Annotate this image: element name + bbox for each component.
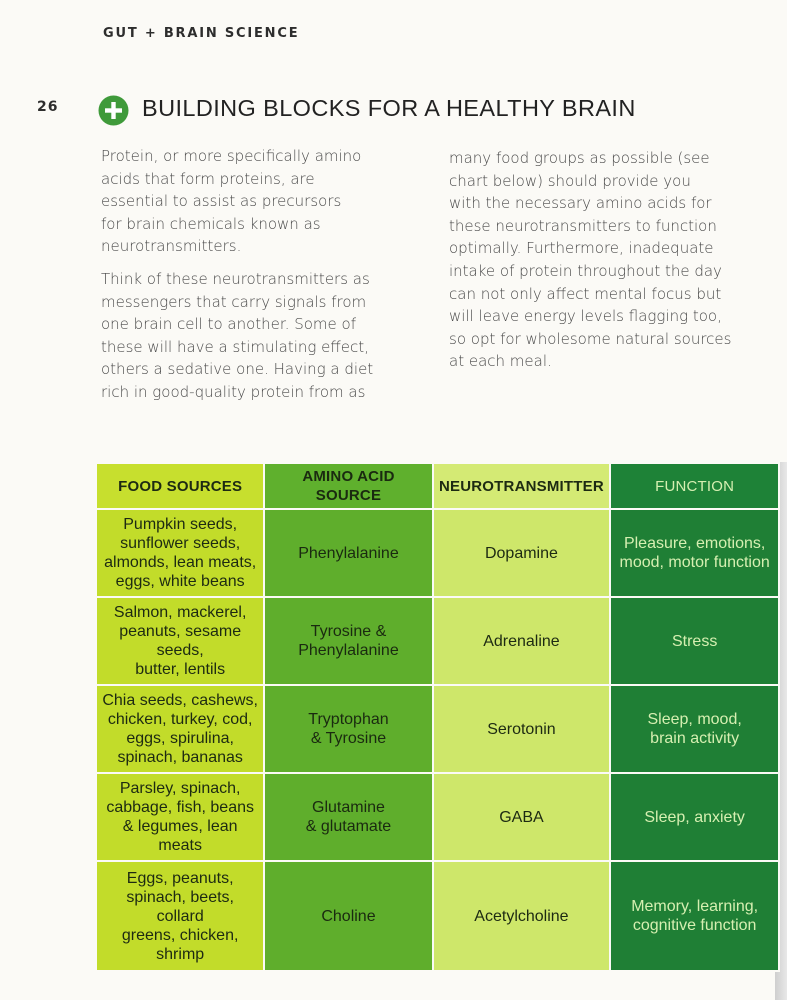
cell-function [611, 598, 778, 684]
text-line: one brain cell to another. Some of [101, 315, 356, 334]
cell-line: Phenylalanine [298, 544, 399, 562]
cell-line: Parsley, spinach, [119, 780, 241, 798]
cell-neurotransmitter [434, 862, 610, 970]
cell-line: Pleasure, emotions, [623, 535, 766, 553]
cell-line: chicken, turkey, cod, [107, 711, 253, 729]
cell-line: eggs, white beans [115, 573, 245, 591]
cell-line: Stress [671, 632, 718, 650]
cell-line: Glutamine [312, 799, 385, 817]
cell-line: Eggs, peanuts, [126, 869, 234, 887]
text-line: Think of these neurotransmitters as [101, 269, 370, 288]
text-line: rich in good-quality protein from as [101, 382, 366, 401]
table-row [97, 774, 778, 860]
cell-line: Tyrosine & [310, 623, 387, 641]
header-neurotransmitter: NEUROTRANSMITTER [434, 464, 610, 508]
cell-function [611, 686, 778, 772]
text-line: at each meal. [449, 352, 552, 371]
text-line: these neurotransmitters to function [449, 216, 717, 235]
cell-line: Serotonin [487, 720, 556, 738]
cell-amino-acid-source [265, 686, 431, 772]
paragraph-3 [449, 147, 774, 373]
cell-line: Chia seeds, cashews, [102, 692, 258, 710]
cell-line: & Tyrosine [310, 730, 387, 748]
text-line: others a sedative one. Having a diet [101, 360, 374, 379]
text-line: acids that form proteins, are [101, 169, 315, 188]
text-line: Protein, or more specifically amino [101, 147, 362, 165]
cell-line: butter, lentils [135, 661, 226, 679]
cell-line: Tryptophan [308, 711, 389, 729]
text-line: for brain chemicals known as [101, 214, 321, 233]
cell-function [611, 774, 778, 860]
text-line: chart below) should provide you [449, 171, 691, 190]
text-line: neurotransmitters. [101, 237, 242, 256]
paragraph-1 [101, 145, 426, 258]
cell-line: cognitive function [632, 917, 757, 935]
body-column-right [449, 147, 774, 383]
cell-line: eggs, spirulina, [126, 730, 234, 748]
cell-line: sunflower seeds, [120, 535, 241, 553]
cell-line: spinach, bananas [117, 749, 243, 767]
text-line: these will have a stimulating effect, [101, 337, 369, 356]
cell-neurotransmitter [434, 686, 610, 772]
nutrition-table [95, 462, 780, 972]
cell-food-sources [97, 510, 263, 596]
table-row [97, 686, 778, 772]
text-line: can not only affect mental focus but [449, 284, 722, 303]
cell-line: Choline [321, 907, 376, 925]
cell-line: Sleep, mood, [647, 711, 742, 729]
cell-function [611, 510, 778, 596]
cell-food-sources [97, 862, 263, 970]
cell-line: Acetylcholine [474, 907, 569, 925]
cell-line: Sleep, anxiety [644, 808, 745, 826]
cell-line: Phenylalanine [298, 642, 399, 660]
header-amino-acid-source: AMINO ACID SOURCE [265, 464, 431, 508]
page-number: 26 [37, 99, 59, 115]
cell-food-sources [97, 686, 263, 772]
cell-line: greens, chicken, shrimp [121, 926, 239, 963]
text-line: so opt for wholesome natural sources [449, 329, 732, 348]
cell-amino-acid-source [265, 774, 431, 860]
paragraph-2 [101, 268, 426, 404]
header-food-sources: FOOD SOURCES [97, 464, 263, 508]
cell-line: Pumpkin seeds, [123, 516, 238, 534]
cell-food-sources [97, 598, 263, 684]
cell-amino-acid-source [265, 598, 431, 684]
cell-line: mood, motor function [619, 554, 770, 572]
cell-line: & glutamate [305, 818, 392, 836]
text-line: optimally. Furthermore, inadequate [449, 239, 714, 258]
table-row [97, 510, 778, 596]
cell-line: GABA [499, 808, 544, 826]
plus-circle-icon [98, 95, 129, 126]
text-line: many food groups as possible (see [449, 149, 710, 167]
table-body [97, 510, 778, 970]
text-line: intake of protein throughout the day [449, 261, 722, 280]
cell-function [611, 862, 778, 970]
body-column-left [101, 145, 426, 414]
cell-amino-acid-source [265, 862, 431, 970]
cell-line: Memory, learning, [631, 898, 759, 916]
amino-acid-chart [95, 462, 780, 972]
text-line: will leave energy levels flagging too, [449, 307, 722, 326]
cell-line: & legumes, lean meats [122, 818, 238, 855]
cell-line: Salmon, mackerel, [113, 604, 247, 622]
header-function: FUNCTION [611, 464, 778, 508]
cell-food-sources [97, 774, 263, 860]
cell-neurotransmitter [434, 774, 610, 860]
cell-line: spinach, beets, collard [126, 888, 234, 925]
cell-amino-acid-source [265, 510, 431, 596]
cell-neurotransmitter [434, 510, 610, 596]
table-header-row [97, 464, 778, 508]
table-row [97, 598, 778, 684]
cell-line: brain activity [650, 730, 740, 748]
cell-line: almonds, lean meats, [104, 554, 257, 572]
cell-line: peanuts, sesame seeds, [119, 623, 242, 660]
cell-line: cabbage, fish, beans [106, 799, 254, 817]
cell-line: Adrenaline [483, 632, 560, 650]
page-title: BUILDING BLOCKS FOR A HEALTHY BRAIN [142, 95, 636, 121]
text-line: essential to assist as precursors [101, 192, 342, 211]
cell-line: Dopamine [484, 544, 558, 562]
text-line: with the necessary amino acids for [449, 194, 712, 213]
table-row [97, 862, 778, 970]
text-line: messengers that carry signals from [101, 292, 367, 311]
cell-neurotransmitter [434, 598, 610, 684]
running-head: GUT + BRAIN SCIENCE [103, 26, 300, 41]
